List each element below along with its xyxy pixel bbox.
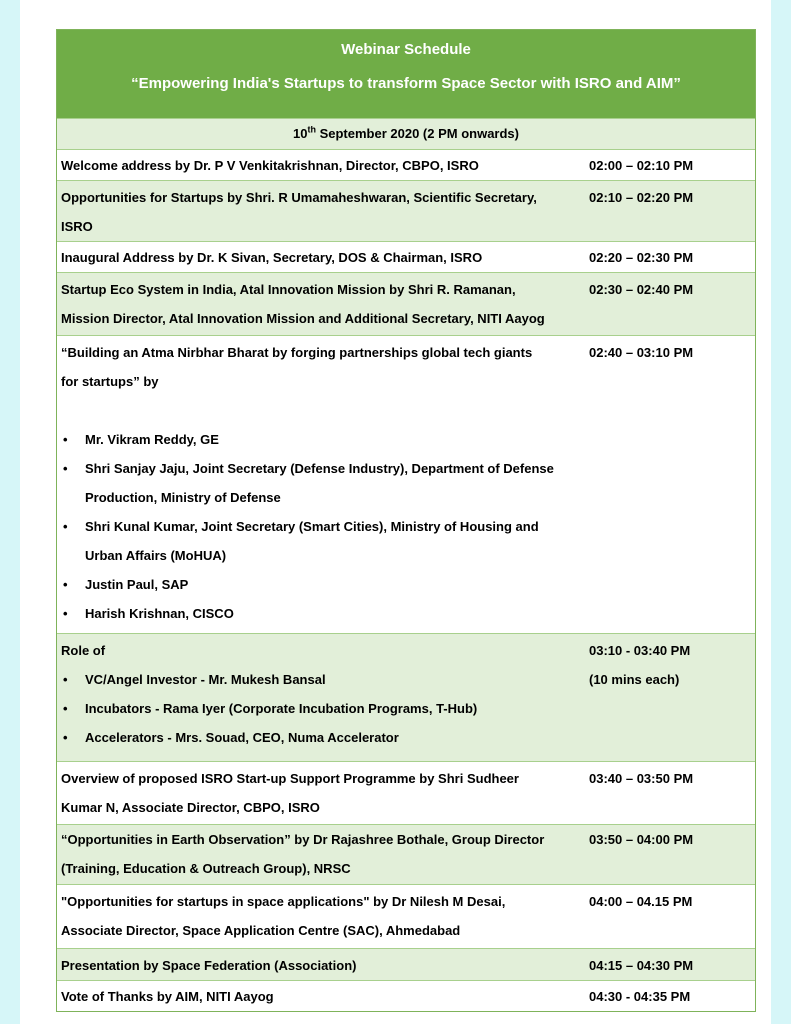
list-item — [61, 454, 583, 483]
session-text: ISRO — [61, 219, 93, 234]
session-cell — [57, 634, 587, 761]
session-text: (Training, Education & Outreach Group), NRSC — [61, 861, 351, 876]
session-text: Vote of Thanks by AIM, NITI Aayog — [61, 989, 274, 1004]
table-row — [57, 761, 755, 824]
time-cell — [587, 949, 755, 980]
bullet-icon — [61, 599, 85, 628]
session-text: Inaugural Address by Dr. K Sivan, Secretary, DOS & Chairman, ISRO — [61, 250, 483, 265]
document-page — [20, 0, 771, 1024]
list-item-text: VC/Angel Investor - Mr. Mukesh Bansal — [85, 672, 326, 687]
session-cell — [57, 981, 587, 1011]
time-cell — [587, 825, 755, 884]
time-cell — [587, 762, 755, 824]
session-text: Welcome address by Dr. P V Venkitakrishnan, Director, CBPO, ISRO — [61, 158, 479, 173]
session-text: Mission Director, Atal Innovation Mission and Additional Secretary, NITI Aayog — [61, 311, 545, 326]
table-row — [57, 272, 755, 335]
table-row — [57, 884, 755, 948]
session-cell — [57, 181, 587, 241]
time-cell — [587, 885, 755, 948]
table-row — [57, 633, 755, 761]
session-text: Role of — [61, 643, 106, 658]
list-item — [61, 512, 583, 541]
session-time: 02:40 – 03:10 PM — [589, 345, 694, 360]
schedule-table — [56, 29, 756, 1012]
date-suffix: th — [307, 124, 316, 135]
list-item-text: Justin Paul, SAP — [85, 577, 189, 592]
session-time: 03:50 – 04:00 PM — [589, 832, 694, 847]
schedule-title: Webinar Schedule — [341, 41, 471, 58]
session-time: 02:20 – 02:30 PM — [589, 250, 694, 265]
schedule-subtitle: “Empowering India's Startups to transform Space Sector with ISRO and AIM” — [131, 75, 681, 92]
schedule-header — [57, 30, 755, 118]
session-time: 04:15 – 04:30 PM — [589, 958, 694, 973]
session-time: 03:10 - 03:40 PM — [589, 643, 691, 658]
session-text: Startup Eco System in India, Atal Innovation Mission by Shri R. Ramanan, — [61, 282, 516, 297]
bullet-icon — [61, 665, 85, 694]
spacer — [61, 396, 583, 425]
bullet-icon — [61, 723, 85, 752]
session-cell — [57, 336, 587, 633]
list-item-continuation — [61, 541, 583, 570]
bullet-icon — [61, 454, 85, 483]
session-text: Overview of proposed ISRO Start-up Support Programme by Shri Sudheer — [61, 771, 519, 786]
time-cell — [587, 150, 755, 180]
time-cell — [587, 273, 755, 335]
list-item — [61, 723, 583, 752]
session-time-note: (10 mins each) — [589, 672, 680, 687]
list-item — [61, 570, 583, 599]
list-item-text: Mr. Vikram Reddy, GE — [85, 432, 219, 447]
session-time: 02:30 – 02:40 PM — [589, 282, 694, 297]
table-row — [57, 948, 755, 980]
time-cell — [587, 336, 755, 633]
session-cell — [57, 273, 587, 335]
list-item — [61, 599, 583, 628]
session-time: 04:30 - 04:35 PM — [589, 989, 691, 1004]
list-item-text: Accelerators - Mrs. Souad, CEO, Numa Accelerator — [85, 730, 399, 745]
session-text: for startups” by — [61, 374, 159, 389]
session-text: “Building an Atma Nirbhar Bharat by forging partnerships global tech giants — [61, 345, 533, 360]
date-day: 10 — [293, 126, 308, 141]
session-time: 03:40 – 03:50 PM — [589, 771, 694, 786]
bullet-icon — [61, 694, 85, 723]
session-text: "Opportunities for startups in space applications" by Dr Nilesh M Desai, — [61, 894, 506, 909]
bullet-icon — [61, 512, 85, 541]
session-cell — [57, 949, 587, 980]
list-item-text: Shri Sanjay Jaju, Joint Secretary (Defense Industry), Department of Defense — [85, 461, 554, 476]
session-text: Kumar N, Associate Director, CBPO, ISRO — [61, 800, 320, 815]
session-text: “Opportunities in Earth Observation” by Dr Rajashree Bothale, Group Director — [61, 832, 545, 847]
session-text: Associate Director, Space Application Centre (SAC), Ahmedabad — [61, 923, 461, 938]
session-text: Opportunities for Startups by Shri. R Umamaheshwaran, Scientific Secretary, — [61, 190, 537, 205]
session-cell — [57, 150, 587, 180]
session-cell — [57, 762, 587, 824]
list-item-text: Urban Affairs (MoHUA) — [85, 548, 227, 563]
time-cell — [587, 981, 755, 1011]
list-item-text: Production, Ministry of Defense — [85, 490, 281, 505]
list-item — [61, 665, 583, 694]
session-cell — [57, 242, 587, 272]
list-item-continuation — [61, 483, 583, 512]
list-item-text: Incubators - Rama Iyer (Corporate Incubation Programs, T-Hub) — [85, 701, 478, 716]
schedule-date — [57, 118, 755, 149]
table-row — [57, 824, 755, 884]
time-cell — [587, 181, 755, 241]
session-text: Presentation by Space Federation (Association) — [61, 958, 357, 973]
list-item — [61, 425, 583, 454]
bullet-icon — [61, 570, 85, 599]
bullet-icon — [61, 425, 85, 454]
table-row — [57, 241, 755, 272]
table-row — [57, 149, 755, 180]
date-rest: September 2020 (2 PM onwards) — [315, 126, 519, 141]
table-row — [57, 980, 755, 1011]
list-item-text: Shri Kunal Kumar, Joint Secretary (Smart Cities), Ministry of Housing and — [85, 519, 539, 534]
session-time: 02:00 – 02:10 PM — [589, 158, 694, 173]
table-row — [57, 335, 755, 633]
time-cell — [587, 634, 755, 761]
list-item — [61, 694, 583, 723]
session-cell — [57, 825, 587, 884]
table-row — [57, 180, 755, 241]
session-cell — [57, 885, 587, 948]
session-time: 02:10 – 02:20 PM — [589, 190, 694, 205]
session-time: 04:00 – 04.15 PM — [589, 894, 693, 909]
list-item-text: Harish Krishnan, CISCO — [85, 606, 234, 621]
time-cell — [587, 242, 755, 272]
